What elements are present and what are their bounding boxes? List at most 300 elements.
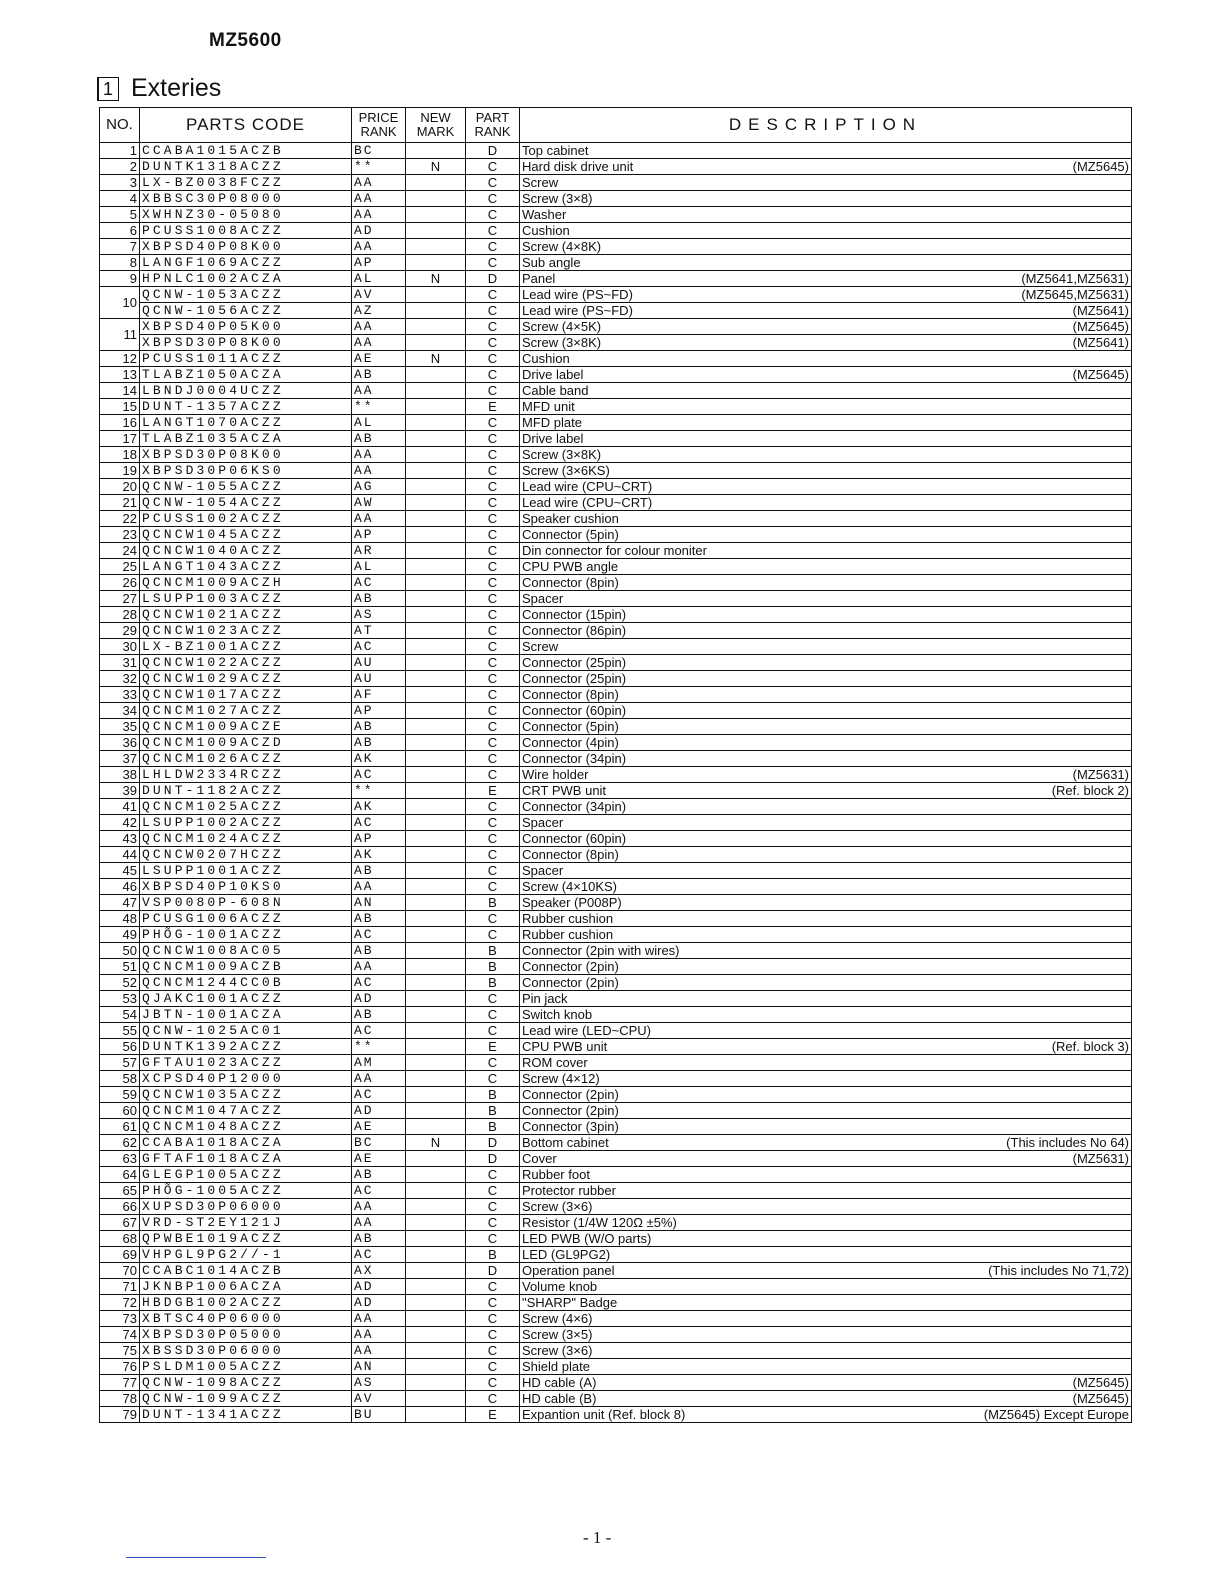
description-cell: [520, 943, 1132, 959]
description-remark: (MZ5645): [1072, 319, 1129, 334]
table-row: [100, 1071, 1132, 1087]
table-row: [100, 527, 1132, 543]
table-row: [100, 1343, 1132, 1359]
description-cell: [520, 607, 1132, 623]
description-remark: (MZ5631): [1072, 767, 1129, 782]
new-mark: N: [406, 1135, 466, 1151]
row-number: 67: [100, 1215, 140, 1231]
row-number: 41: [100, 799, 140, 815]
table-row: [100, 975, 1132, 991]
table-row: [100, 431, 1132, 447]
row-number: 9: [100, 271, 140, 287]
new-mark: N: [406, 351, 466, 367]
row-number: 63: [100, 1151, 140, 1167]
row-number: 72: [100, 1295, 140, 1311]
description-text: Rubber cushion: [522, 911, 614, 926]
new-mark: [406, 1103, 466, 1119]
new-mark: [406, 575, 466, 591]
parts-code: QCNCW1017ACZZ: [140, 687, 352, 703]
parts-code: QCNCW1022ACZZ: [140, 655, 352, 671]
part-rank: C: [466, 1311, 520, 1327]
description-text: Spacer: [522, 591, 564, 606]
table-row: [100, 1279, 1132, 1295]
description-cell: [520, 511, 1132, 527]
table-row: [100, 895, 1132, 911]
table-row: [100, 831, 1132, 847]
parts-code: XBTSC40P06000: [140, 1311, 352, 1327]
table-header-row: [100, 108, 1132, 143]
parts-code: QCNW-1056ACZZ: [140, 303, 352, 319]
table-row: [100, 351, 1132, 367]
row-number: 55: [100, 1023, 140, 1039]
parts-code: QCNW-1055ACZZ: [140, 479, 352, 495]
price-rank: AA: [352, 463, 406, 479]
header-part-rank-line2: RANK: [474, 124, 511, 139]
price-rank: AC: [352, 975, 406, 991]
description-cell: [520, 1087, 1132, 1103]
description-cell: [520, 1391, 1132, 1407]
description-text: Connector (2pin): [522, 1087, 619, 1102]
parts-code: QCNW-1098ACZZ: [140, 1375, 352, 1391]
table-row: [100, 447, 1132, 463]
table-row: [100, 383, 1132, 399]
description-remark: (This includes No 71,72): [988, 1263, 1129, 1278]
row-number: 43: [100, 831, 140, 847]
description-text: Sub angle: [522, 255, 581, 270]
description-cell: [520, 559, 1132, 575]
price-rank: AC: [352, 575, 406, 591]
description-cell: [520, 911, 1132, 927]
part-rank: C: [466, 1391, 520, 1407]
description-text: Cover: [522, 1151, 557, 1166]
part-rank: C: [466, 1343, 520, 1359]
price-rank: AD: [352, 1295, 406, 1311]
parts-code: XBPSD30P05000: [140, 1327, 352, 1343]
description-text: Speaker cushion: [522, 511, 619, 526]
part-rank: D: [466, 1263, 520, 1279]
header-parts-code: PARTS CODE: [140, 108, 352, 143]
description-cell: [520, 991, 1132, 1007]
new-mark: [406, 175, 466, 191]
part-rank: C: [466, 1071, 520, 1087]
description-text: Screw (4×5K): [522, 319, 602, 334]
parts-code: QCNCW1045ACZZ: [140, 527, 352, 543]
row-number: 58: [100, 1071, 140, 1087]
description-cell: [520, 463, 1132, 479]
parts-code: QCNCW1023ACZZ: [140, 623, 352, 639]
parts-code: VHPGL9PG2//-1: [140, 1247, 352, 1263]
price-rank: AA: [352, 191, 406, 207]
new-mark: [406, 223, 466, 239]
table-row: [100, 1231, 1132, 1247]
price-rank: AG: [352, 479, 406, 495]
parts-code: XUPSD30P06000: [140, 1199, 352, 1215]
table-row: [100, 879, 1132, 895]
description-text: Connector (60pin): [522, 831, 627, 846]
price-rank: BC: [352, 1135, 406, 1151]
price-rank: AB: [352, 367, 406, 383]
description-text: Screw (4×12): [522, 1071, 600, 1086]
description-text: Protector rubber: [522, 1183, 616, 1198]
row-number: 18: [100, 447, 140, 463]
part-rank: C: [466, 287, 520, 303]
new-mark: [406, 1215, 466, 1231]
table-row: [100, 623, 1132, 639]
description-cell: [520, 223, 1132, 239]
parts-code: GFTAU1023ACZZ: [140, 1055, 352, 1071]
part-rank: B: [466, 1247, 520, 1263]
row-number: 44: [100, 847, 140, 863]
new-mark: [406, 623, 466, 639]
row-number: 8: [100, 255, 140, 271]
price-rank: AC: [352, 1247, 406, 1263]
description-cell: [520, 1263, 1132, 1279]
description-text: Connector (2pin): [522, 975, 619, 990]
row-number: 16: [100, 415, 140, 431]
part-rank: C: [466, 575, 520, 591]
part-rank: B: [466, 895, 520, 911]
description-cell: [520, 927, 1132, 943]
row-number: 17: [100, 431, 140, 447]
row-number: 76: [100, 1359, 140, 1375]
row-number: 20: [100, 479, 140, 495]
part-rank: C: [466, 527, 520, 543]
description-text: Lead wire (CPU~CRT): [522, 479, 653, 494]
price-rank: AA: [352, 447, 406, 463]
table-row: [100, 1263, 1132, 1279]
row-number: 42: [100, 815, 140, 831]
row-number: 37: [100, 751, 140, 767]
description-text: Expantion unit (Ref. block 8): [522, 1407, 686, 1422]
table-row: [100, 399, 1132, 415]
new-mark: [406, 927, 466, 943]
row-number: 39: [100, 783, 140, 799]
price-rank: AN: [352, 895, 406, 911]
parts-code: QPWBE1019ACZZ: [140, 1231, 352, 1247]
row-number: 6: [100, 223, 140, 239]
price-rank: AB: [352, 735, 406, 751]
parts-code: QCNW-1025AC01: [140, 1023, 352, 1039]
row-number: 10: [100, 287, 140, 319]
row-number: 23: [100, 527, 140, 543]
table-row: [100, 863, 1132, 879]
row-number: 61: [100, 1119, 140, 1135]
new-mark: [406, 799, 466, 815]
row-number: 69: [100, 1247, 140, 1263]
parts-code: QCNW-1053ACZZ: [140, 287, 352, 303]
parts-code: TLABZ1050ACZA: [140, 367, 352, 383]
row-number: 7: [100, 239, 140, 255]
description-remark: (MZ5645,MZ5631): [1021, 287, 1129, 302]
new-mark: [406, 239, 466, 255]
description-cell: [520, 431, 1132, 447]
description-text: HD cable (A): [522, 1375, 597, 1390]
description-cell: [520, 271, 1132, 287]
part-rank: B: [466, 1087, 520, 1103]
part-rank: C: [466, 687, 520, 703]
description-cell: [520, 1343, 1132, 1359]
new-mark: N: [406, 271, 466, 287]
part-rank: C: [466, 927, 520, 943]
table-row: [100, 271, 1132, 287]
description-text: Lead wire (LED~CPU): [522, 1023, 651, 1038]
parts-code: QCNCW0207HCZZ: [140, 847, 352, 863]
new-mark: [406, 655, 466, 671]
parts-code: LSUPP1002ACZZ: [140, 815, 352, 831]
description-cell: [520, 1007, 1132, 1023]
price-rank: AK: [352, 799, 406, 815]
new-mark: [406, 527, 466, 543]
description-remark: (Ref. block 3): [1051, 1039, 1129, 1054]
table-row: [100, 1407, 1132, 1423]
table-row: [100, 1167, 1132, 1183]
description-text: Shield plate: [522, 1359, 590, 1374]
parts-code: HPNLC1002ACZA: [140, 271, 352, 287]
table-row: [100, 1375, 1132, 1391]
part-rank: C: [466, 847, 520, 863]
price-rank: BC: [352, 143, 406, 159]
table-row: [100, 1103, 1132, 1119]
description-cell: [520, 1151, 1132, 1167]
description-text: Bottom cabinet: [522, 1135, 609, 1150]
part-rank: B: [466, 975, 520, 991]
price-rank: AF: [352, 687, 406, 703]
part-rank: B: [466, 1119, 520, 1135]
new-mark: [406, 1375, 466, 1391]
part-rank: C: [466, 159, 520, 175]
description-cell: [520, 575, 1132, 591]
new-mark: [406, 335, 466, 351]
part-rank: C: [466, 991, 520, 1007]
row-number: 64: [100, 1167, 140, 1183]
row-number: 36: [100, 735, 140, 751]
table-row: [100, 575, 1132, 591]
price-rank: AE: [352, 1119, 406, 1135]
header-part-rank: [466, 108, 520, 143]
header-part-rank-line1: PART: [475, 110, 510, 125]
part-rank: C: [466, 639, 520, 655]
parts-code: QCNCM1027ACZZ: [140, 703, 352, 719]
parts-code: DUNT-1357ACZZ: [140, 399, 352, 415]
description-cell: [520, 1119, 1132, 1135]
price-rank: AC: [352, 815, 406, 831]
new-mark: [406, 191, 466, 207]
description-cell: [520, 335, 1132, 351]
price-rank: AL: [352, 559, 406, 575]
description-text: MFD unit: [522, 399, 575, 414]
description-cell: [520, 367, 1132, 383]
row-number: 15: [100, 399, 140, 415]
price-rank: AA: [352, 175, 406, 191]
new-mark: [406, 399, 466, 415]
description-cell: [520, 415, 1132, 431]
description-remark: (MZ5641): [1072, 303, 1129, 318]
new-mark: [406, 991, 466, 1007]
description-remark: (MZ5645) Except Europe: [983, 1407, 1129, 1422]
row-number: 12: [100, 351, 140, 367]
new-mark: [406, 319, 466, 335]
price-rank: AM: [352, 1055, 406, 1071]
price-rank: AE: [352, 1151, 406, 1167]
new-mark: [406, 143, 466, 159]
part-rank: C: [466, 591, 520, 607]
parts-code: PCUSG1006ACZZ: [140, 911, 352, 927]
table-row: [100, 303, 1132, 319]
description-remark: (MZ5645): [1072, 1375, 1129, 1390]
parts-code: PHÕG-1001ACZZ: [140, 927, 352, 943]
row-number: 19: [100, 463, 140, 479]
table-row: [100, 207, 1132, 223]
description-cell: [520, 383, 1132, 399]
description-cell: [520, 703, 1132, 719]
parts-code: XBPSD30P08K00: [140, 335, 352, 351]
parts-code: LBNDJ0004UCZZ: [140, 383, 352, 399]
row-number: 33: [100, 687, 140, 703]
parts-code: CCABA1018ACZA: [140, 1135, 352, 1151]
description-cell: [520, 879, 1132, 895]
price-rank: AA: [352, 319, 406, 335]
price-rank: **: [352, 159, 406, 175]
parts-code: PCUSS1011ACZZ: [140, 351, 352, 367]
row-number: 73: [100, 1311, 140, 1327]
part-rank: D: [466, 143, 520, 159]
row-number: 26: [100, 575, 140, 591]
description-text: Resistor (1/4W 120Ω ±5%): [522, 1215, 677, 1230]
description-text: Speaker (P008P): [522, 895, 622, 910]
description-cell: [520, 1135, 1132, 1151]
row-number: 32: [100, 671, 140, 687]
price-rank: AC: [352, 767, 406, 783]
price-rank: AA: [352, 1327, 406, 1343]
part-rank: C: [466, 479, 520, 495]
new-mark: [406, 687, 466, 703]
parts-code: QCNCW1008AC05: [140, 943, 352, 959]
new-mark: [406, 1007, 466, 1023]
new-mark: [406, 1359, 466, 1375]
description-cell: [520, 175, 1132, 191]
row-number: 4: [100, 191, 140, 207]
parts-code: TLABZ1035ACZA: [140, 431, 352, 447]
table-row: [100, 703, 1132, 719]
description-text: Connector (25pin): [522, 655, 627, 670]
description-cell: [520, 191, 1132, 207]
row-number: 62: [100, 1135, 140, 1151]
part-rank: C: [466, 207, 520, 223]
parts-code: VSP0080P-608N: [140, 895, 352, 911]
row-number: 46: [100, 879, 140, 895]
description-text: Connector (34pin): [522, 751, 627, 766]
price-rank: AV: [352, 287, 406, 303]
parts-code: LANGF1069ACZZ: [140, 255, 352, 271]
price-rank: AA: [352, 207, 406, 223]
new-mark: [406, 959, 466, 975]
row-number: 78: [100, 1391, 140, 1407]
description-text: Connector (5pin): [522, 527, 619, 542]
parts-code: JKNBP1006ACZA: [140, 1279, 352, 1295]
parts-code: QCNCW1035ACZZ: [140, 1087, 352, 1103]
description-text: Connector (2pin with wires): [522, 943, 680, 958]
table-row: [100, 143, 1132, 159]
row-number: 45: [100, 863, 140, 879]
new-mark: [406, 1087, 466, 1103]
table-row: [100, 495, 1132, 511]
table-row: [100, 239, 1132, 255]
description-cell: [520, 143, 1132, 159]
price-rank: AU: [352, 655, 406, 671]
parts-code: DUNTK1392ACZZ: [140, 1039, 352, 1055]
parts-code: QCNCW1021ACZZ: [140, 607, 352, 623]
price-rank: AB: [352, 1007, 406, 1023]
row-number: 28: [100, 607, 140, 623]
table-row: [100, 751, 1132, 767]
price-rank: AX: [352, 1263, 406, 1279]
description-text: Hard disk drive unit: [522, 159, 634, 174]
section-number-box: 1: [97, 77, 119, 101]
row-number: 21: [100, 495, 140, 511]
price-rank: AB: [352, 591, 406, 607]
row-number: 38: [100, 767, 140, 783]
table-row: [100, 1311, 1132, 1327]
parts-code: QCNCM1026ACZZ: [140, 751, 352, 767]
parts-code: DUNT-1182ACZZ: [140, 783, 352, 799]
description-text: Panel: [522, 271, 556, 286]
description-text: Rubber foot: [522, 1167, 590, 1182]
part-rank: C: [466, 1023, 520, 1039]
row-number: 77: [100, 1375, 140, 1391]
description-text: Lead wire (PS~FD): [522, 303, 633, 318]
table-row: [100, 767, 1132, 783]
table-row: [100, 1135, 1132, 1151]
price-rank: AS: [352, 1375, 406, 1391]
price-rank: **: [352, 783, 406, 799]
header-price-rank: [352, 108, 406, 143]
header-description: DESCRIPTION: [520, 108, 1132, 143]
new-mark: [406, 895, 466, 911]
description-cell: [520, 623, 1132, 639]
new-mark: [406, 1407, 466, 1423]
price-rank: AK: [352, 847, 406, 863]
new-mark: [406, 447, 466, 463]
new-mark: [406, 1295, 466, 1311]
part-rank: C: [466, 1055, 520, 1071]
parts-code: VRD-ST2EY121J: [140, 1215, 352, 1231]
table-row: [100, 175, 1132, 191]
row-number: 53: [100, 991, 140, 1007]
description-text: CPU PWB angle: [522, 559, 619, 574]
price-rank: AD: [352, 1279, 406, 1295]
part-rank: C: [466, 175, 520, 191]
price-rank: AB: [352, 431, 406, 447]
price-rank: **: [352, 399, 406, 415]
row-number: 22: [100, 511, 140, 527]
description-text: Connector (86pin): [522, 623, 627, 638]
row-number: 14: [100, 383, 140, 399]
new-mark: [406, 975, 466, 991]
table-row: [100, 223, 1132, 239]
part-rank: C: [466, 1327, 520, 1343]
price-rank: AC: [352, 1023, 406, 1039]
new-mark: [406, 1055, 466, 1071]
new-mark: [406, 671, 466, 687]
description-text: Connector (8pin): [522, 847, 619, 862]
description-remark: (MZ5631): [1072, 1151, 1129, 1166]
price-rank: AB: [352, 943, 406, 959]
description-cell: [520, 399, 1132, 415]
table-row: [100, 1183, 1132, 1199]
description-cell: [520, 303, 1132, 319]
part-rank: C: [466, 415, 520, 431]
part-rank: C: [466, 623, 520, 639]
